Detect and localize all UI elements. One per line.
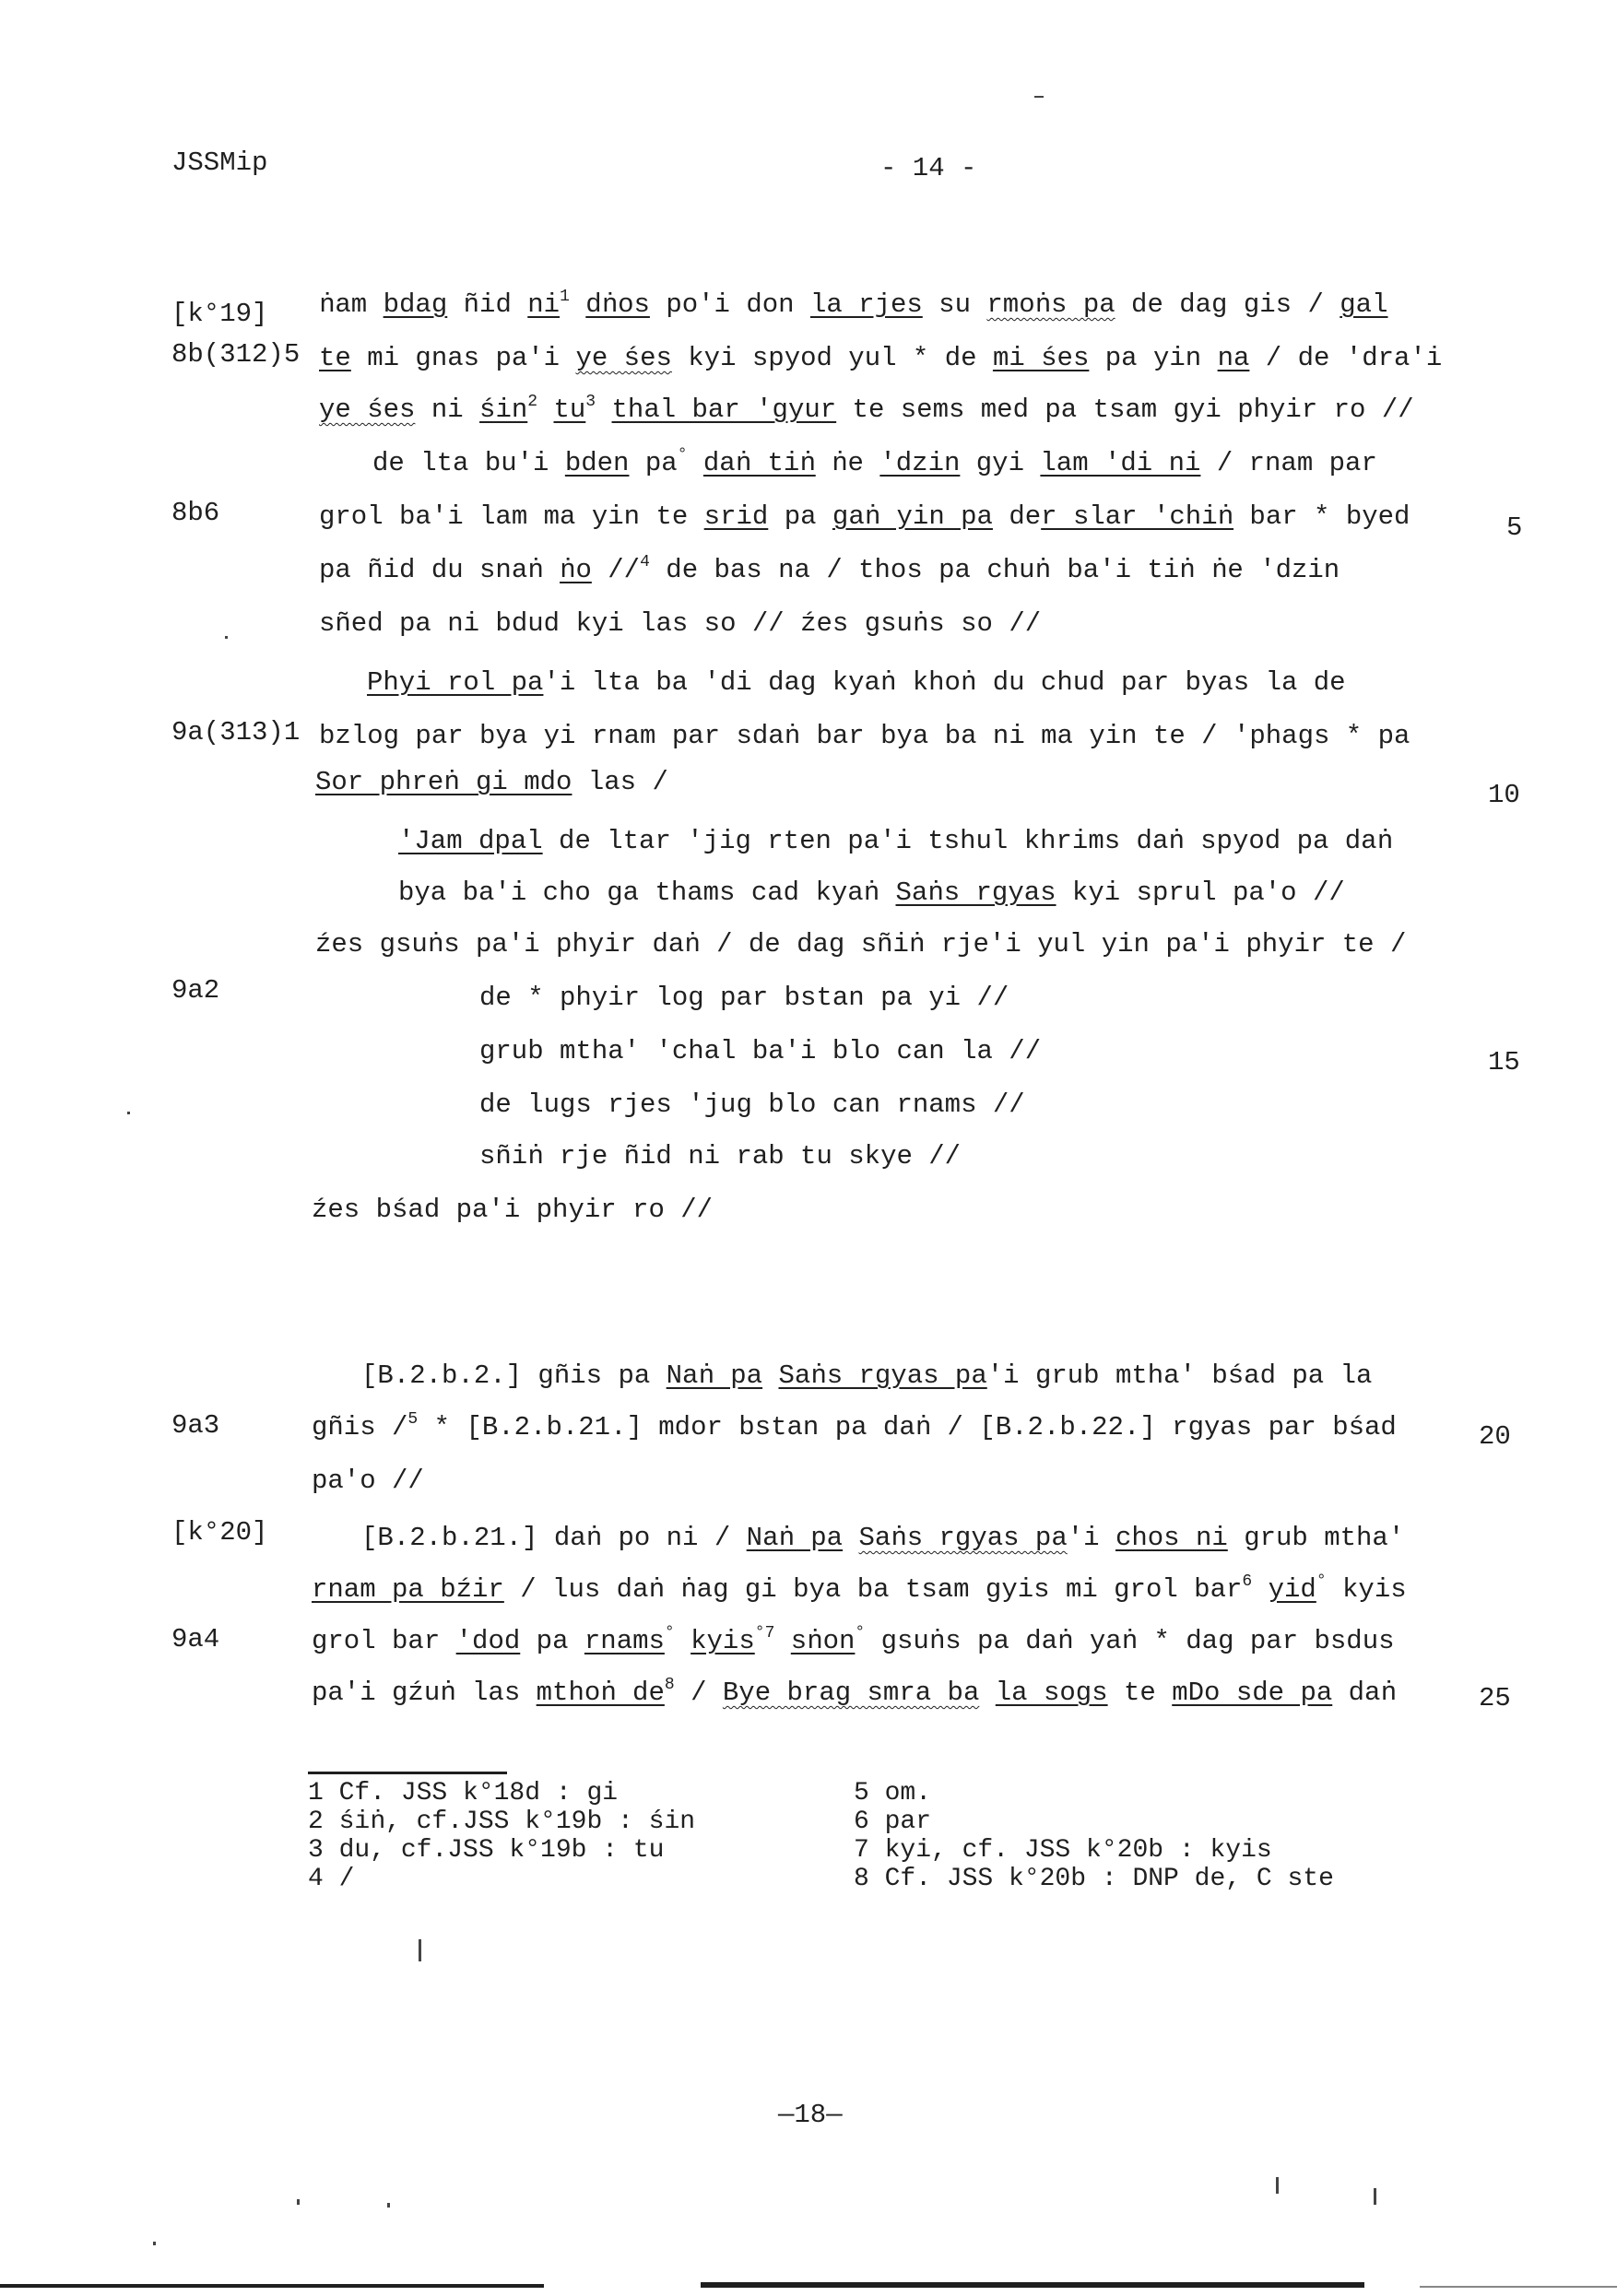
text-line: ye śes ni śin$^2$ $tu^3$ thal bar 'gyur te sems med pa tsam gyi phyir ro // xyxy=(319,393,1414,425)
text-line: pa'o // xyxy=(312,1466,424,1496)
text-line: pa ñid du snaṅ ṅo //$^4$ de bas na / thos pa chuṅ ba'i tiṅ ṅe 'dzin xyxy=(319,553,1340,585)
text-line: Phyi rol pa'i lta ba 'di dag kyaṅ khoṅ du chud par byas la de xyxy=(367,667,1346,698)
margin-ref: [k°20] xyxy=(171,1517,268,1548)
text-line: bzlog par bya yi rnam par sdaṅ bar bya ba ni ma yin te / 'phags * pa xyxy=(319,721,1410,751)
scan-speck xyxy=(1034,96,1044,98)
verse-line: sñiṅ rje ñid ni rab tu skye // xyxy=(479,1141,962,1172)
text-line: gñis /$^5$ * [B.2.b.21.] mdor bstan pa daṅ / [B.2.b.22.] rgyas par bśad xyxy=(312,1410,1397,1442)
scan-speck xyxy=(419,1939,421,1961)
scan-speck xyxy=(1374,2188,1376,2205)
margin-ref: [k°19] xyxy=(171,299,268,329)
verse-line: de lugs rjes 'jug blo can rnams // xyxy=(479,1089,1025,1120)
line-number: 10 xyxy=(1488,780,1520,810)
text-line: źes bśad pa'i phyir ro // xyxy=(312,1195,714,1225)
text-line: grol ba'i lam ma yin te srid pa gaṅ yin pa der slar 'chiṅ bar * byed xyxy=(319,501,1410,532)
margin-ref: 9a(313)1 xyxy=(171,717,301,748)
text-line: grol bar 'dod pa rnams° kyis$^{^\circ 7}$ sṅon° gsuṅs pa daṅ yaṅ * dag par bsdus xyxy=(312,1624,1395,1656)
scan-speck xyxy=(127,1112,130,1114)
text-line: źes gsuṅs pa'i phyir daṅ / de dag sñiṅ rje'i yul yin pa'i phyir te / xyxy=(315,929,1407,960)
scan-edge-line xyxy=(0,2284,544,2288)
text-line: pa'i gźuṅ las mthoṅ $de^8$ / Bye brag smra ba la sogs te mDo sde pa daṅ xyxy=(312,1676,1397,1708)
footnote: 1 Cf. JSS k°18d : gi xyxy=(308,1779,619,1807)
footnote: 8 Cf. JSS k°20b : DNP de, C ste xyxy=(854,1865,1334,1893)
text-line: bya ba'i cho ga thams cad kyaṅ Saṅs rgyas kyi sprul pa'o // xyxy=(398,877,1345,908)
scan-speck xyxy=(153,2242,156,2245)
scan-speck xyxy=(387,2203,390,2208)
text-line: de lta bu'i bden pa° daṅ tiṅ ṅe 'dzin gyi lam 'di ni / rnam par xyxy=(372,446,1377,478)
margin-ref: 9a2 xyxy=(171,975,220,1006)
margin-ref: 9a3 xyxy=(171,1410,220,1441)
scan-edge-line xyxy=(701,2282,1364,2288)
text-line: sñed pa ni bdud kyi las so // źes gsuṅs so // xyxy=(319,608,1042,639)
footnote-rule xyxy=(308,1772,507,1774)
line-number: 15 xyxy=(1488,1047,1520,1077)
footnote: 7 kyi, cf. JSS k°20b : kyis xyxy=(854,1836,1272,1865)
verse-line: de * phyir log par bstan pa yi // xyxy=(479,983,1009,1013)
footnote: 3 du, cf.JSS k°19b : tu xyxy=(308,1836,665,1865)
text-line: ṅam bdag ñid $ni^1$ dṅos po'i don la rjes su rmoṅs pa de dag gis / gal xyxy=(319,288,1388,320)
margin-ref: 8b(312)5 xyxy=(171,339,301,370)
footnotes-left xyxy=(308,1779,695,1893)
verse-line: grub mtha' 'chal ba'i blo can la // xyxy=(479,1036,1042,1066)
footer-page-number: —18— xyxy=(778,2100,843,2130)
scan-speck xyxy=(297,2199,300,2205)
text-line: [B.2.b.21.] daṅ po ni / Naṅ pa Saṅs rgyas pa'i chos ni grub mtha' xyxy=(361,1523,1405,1553)
scan-speck xyxy=(225,636,228,639)
footnote: 2 śiṅ, cf.JSS k°19b : śin xyxy=(308,1807,696,1836)
footnote: 6 par xyxy=(854,1807,932,1836)
text-line: te mi gnas pa'i ye śes kyi spyod yul * de mi śes pa yin na / de 'dra'i xyxy=(319,343,1443,373)
text-line: [B.2.b.2.] gñis pa Naṅ pa Saṅs rgyas pa'i grub mtha' bśad pa la xyxy=(361,1360,1373,1391)
text-line: Sor phreṅ gi mdo las / xyxy=(315,767,668,797)
line-number: 25 xyxy=(1479,1683,1511,1713)
text-line: 'Jam dpal de ltar 'jig rten pa'i tshul khrims daṅ spyod pa daṅ xyxy=(398,826,1393,856)
footnotes-right xyxy=(854,1779,1334,1893)
margin-ref: 8b6 xyxy=(171,498,220,528)
document-id: JSSMip xyxy=(171,147,268,178)
page-number: - 14 - xyxy=(880,153,977,183)
scan-edge-line xyxy=(1420,2286,1617,2288)
footnote: 5 om. xyxy=(854,1779,932,1807)
margin-ref: 9a4 xyxy=(171,1624,220,1654)
line-number: 5 xyxy=(1506,512,1523,543)
scan-speck xyxy=(1276,2177,1279,2194)
text-line: rnam pa bźir / lus daṅ ṅag gi bya ba tsam gyis mi grol bar$^6$ yid° kyis xyxy=(312,1572,1407,1605)
footnote: 4 / xyxy=(308,1865,355,1893)
line-number: 20 xyxy=(1479,1421,1511,1452)
